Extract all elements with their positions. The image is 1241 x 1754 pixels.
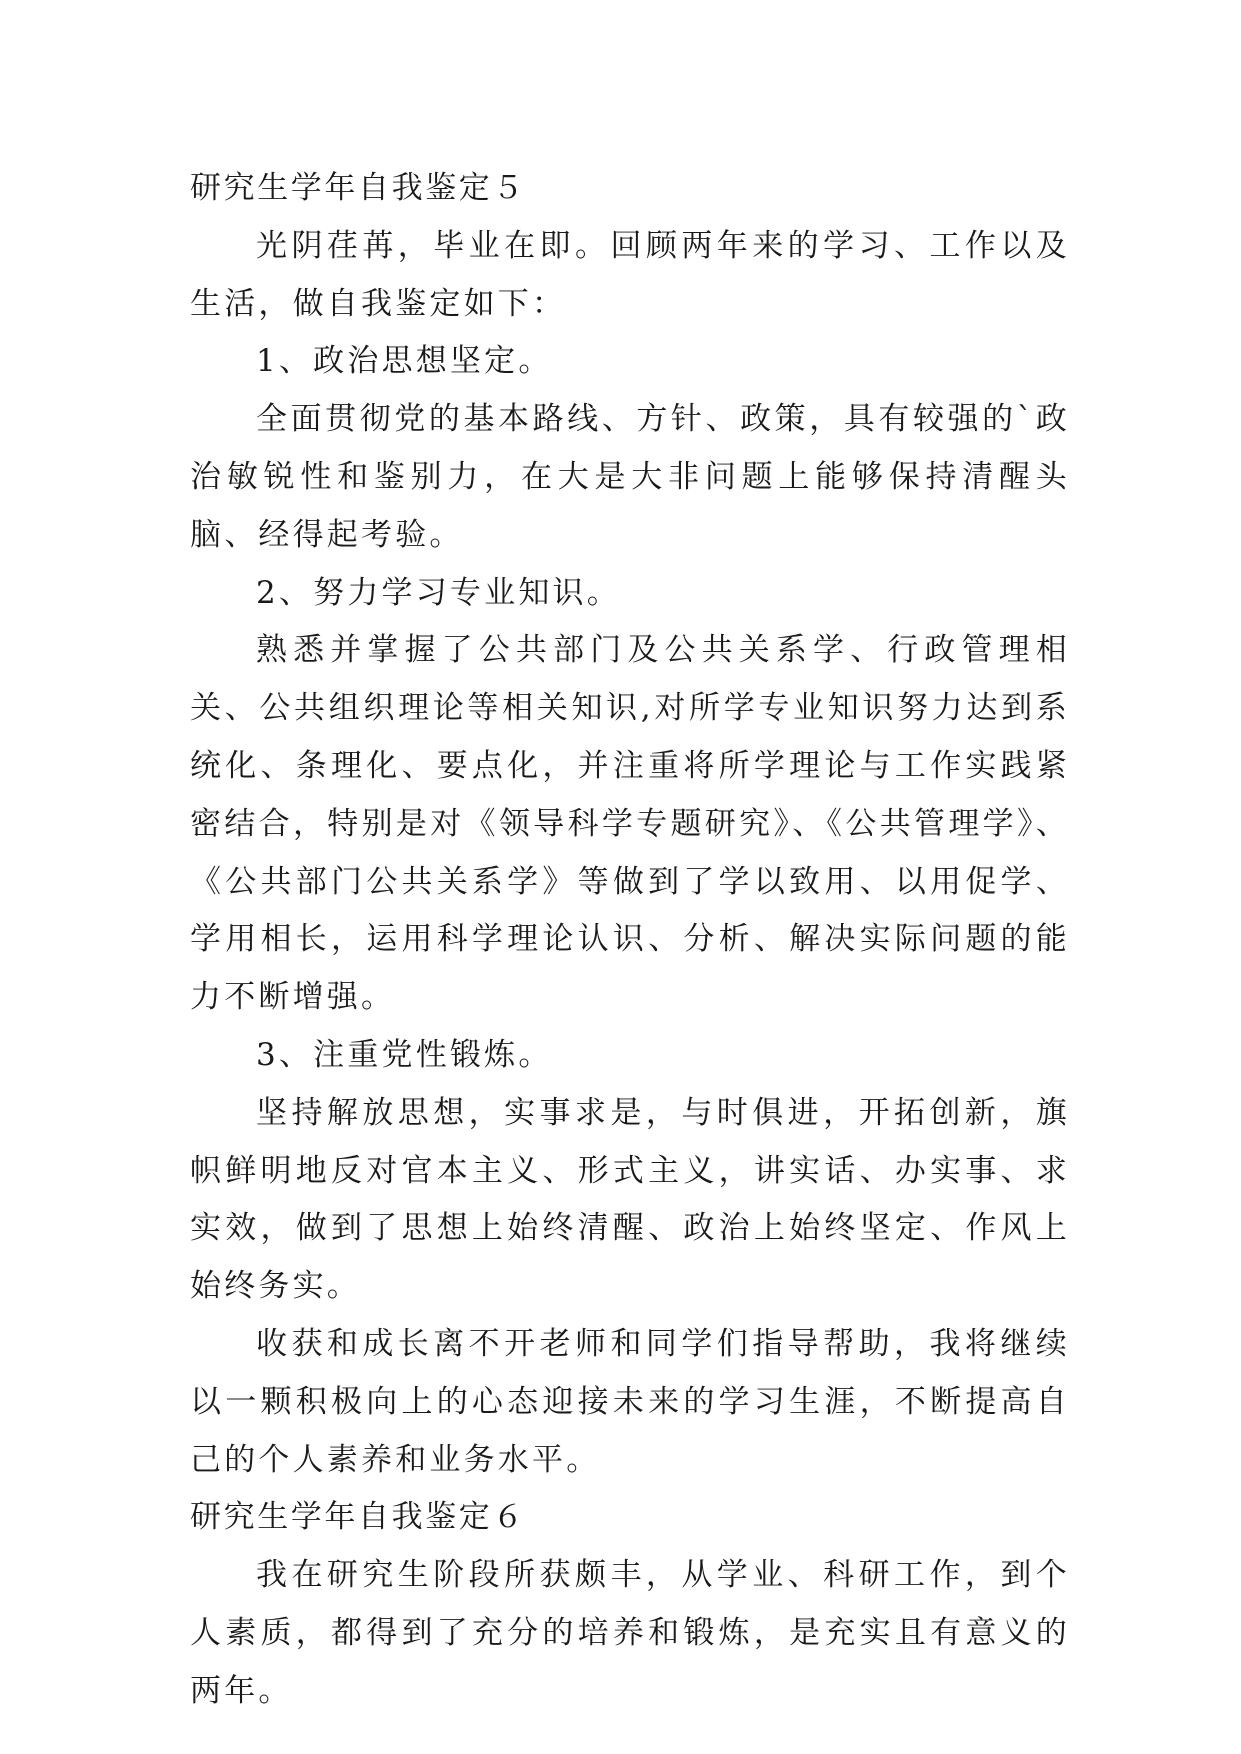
paragraph-study: 熟悉并掌握了公共部门及公共关系学、行政管理相关、公共组织理论等相关知识,对所学专业知识努力达到系统化、条理化、要点化，并注重将所学理论与工作实践紧密结合，特别是对《领导科学专题研究》、《公共管理学》、《公共部门公共关系学》等做到了学以致用、以用促学、学用相长，运用科学理论认识、分析、解决实际问题的能力不断增强。 bbox=[190, 632, 1070, 1016]
item-heading-3: 3、注重党性锻炼。 bbox=[256, 1036, 553, 1073]
paragraph-intro: 光阴荏苒，毕业在即。回顾两年来的学习、工作以及生活，做自我鉴定如下： bbox=[190, 227, 1070, 322]
document-body bbox=[190, 160, 1070, 1721]
paragraph-party: 坚持解放思想，实事求是，与时俱进，开拓创新，旗帜鲜明地反对官本主义、形式主义，讲实话、办实事、求实效，做到了思想上始终清醒、政治上始终坚定、作风上始终务实。 bbox=[190, 1094, 1070, 1305]
section-heading-5: 研究生学年自我鉴定５ bbox=[190, 170, 526, 206]
item-heading-2: 2、努力学习专业知识。 bbox=[256, 574, 621, 611]
section-heading-6: 研究生学年自我鉴定６ bbox=[190, 1499, 526, 1536]
paragraph-conclusion: 收获和成长离不开老师和同学们指导帮助，我将继续以一颗积极向上的心态迎接未来的学习生涯，不断提高自己的个人素养和业务水平。 bbox=[190, 1325, 1070, 1478]
item-heading-1: 1、政治思想坚定。 bbox=[256, 343, 553, 380]
paragraph-politics: 全面贯彻党的基本路线、方针、政策，具有较强的`政治敏锐性和鉴别力，在大是大非问题上能够保持清醒头脑、经得起考验。 bbox=[190, 401, 1070, 553]
paragraph-section6-intro: 我在研究生阶段所获颇丰，从学业、科研工作，到个人素质，都得到了充分的培养和锻炼，是充实且有意义的两年。 bbox=[190, 1557, 1070, 1709]
